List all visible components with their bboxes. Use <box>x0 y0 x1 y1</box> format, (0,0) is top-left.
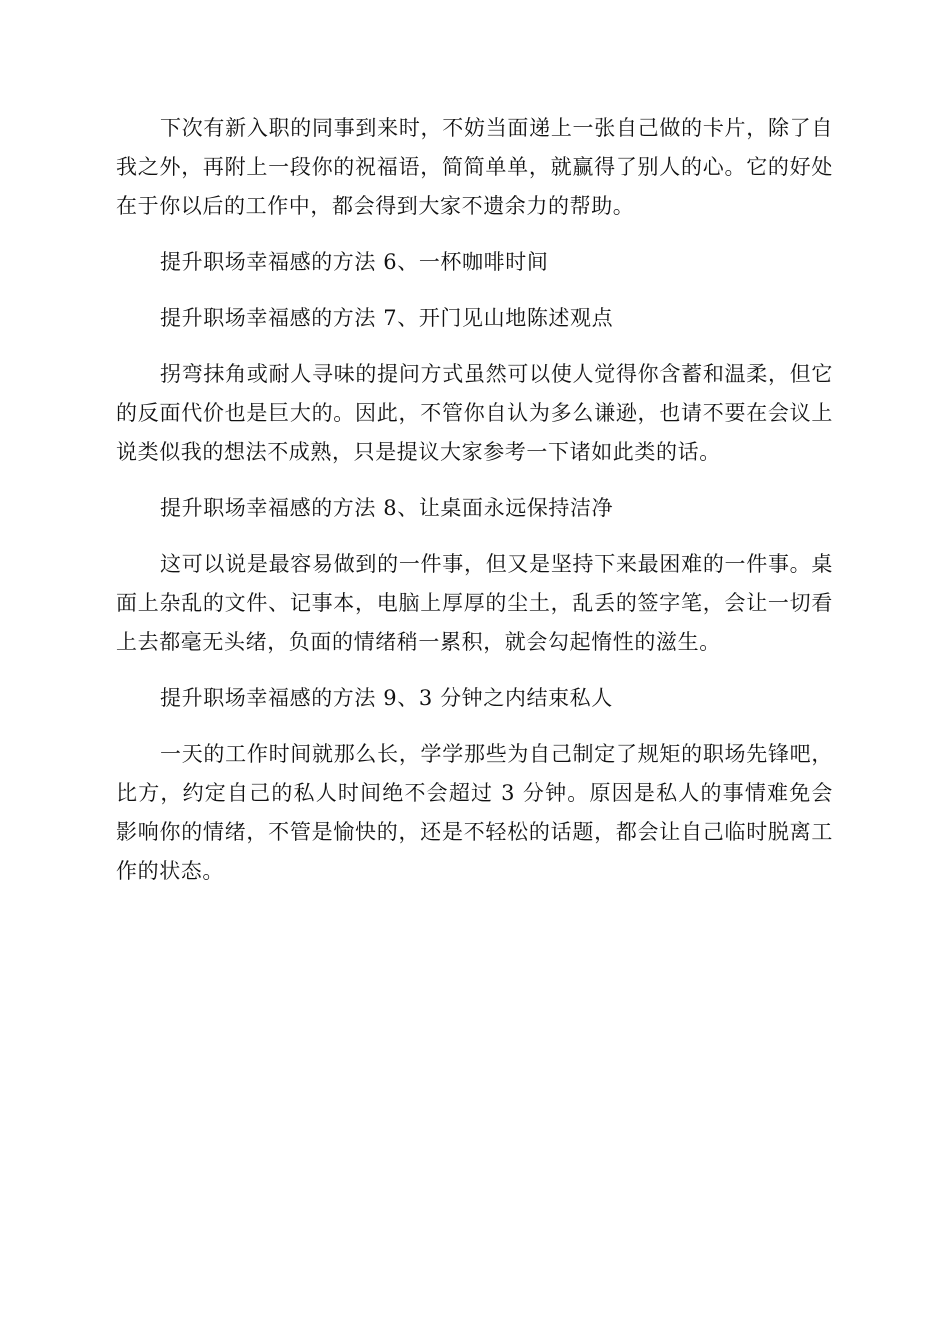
paragraph-gap <box>116 718 833 735</box>
heading-method-6: 提升职场幸福感的方法 6、一杯咖啡时间 <box>160 250 549 274</box>
heading-method-7: 提升职场幸福感的方法 7、开门见山地陈述观点 <box>160 306 614 330</box>
document-body <box>116 109 833 891</box>
paragraph-gap <box>116 528 833 545</box>
paragraph-method-7-detail: 拐弯抹角或耐人寻味的提问方式虽然可以使人觉得你含蓄和温柔，但它的反面代价也是巨大的。因此，不管你自认为多么谦逊，也请不要在会议上说类似我的想法不成熟，只是提议大家参考一下诸如此类的话。 <box>116 362 833 464</box>
paragraph-new-colleague-card: 下次有新入职的同事到来时，不妨当面递上一张自己做的卡片，除了自我之外，再附上一段你的祝福语，简简单单，就赢得了别人的心。它的好处在于你以后的工作中，都会得到大家不遗余力的帮助。 <box>116 116 833 218</box>
paragraph-method-9-detail: 一天的工作时间就那么长，学学那些为自己制定了规矩的职场先锋吧，比方，约定自己的私人时间绝不会超过 3 分钟。原因是私人的事情难免会影响你的情绪，不管是愉快的，还是不轻松的话题，都会让自己临时脱离工作的状态。 <box>116 742 833 883</box>
paragraph-gap <box>116 226 833 243</box>
paragraph-gap <box>116 472 833 489</box>
paragraph-gap <box>116 338 833 355</box>
paragraph-gap <box>116 662 833 679</box>
heading-method-9: 提升职场幸福感的方法 9、3 分钟之内结束私人 <box>160 686 613 710</box>
paragraph-method-8-detail: 这可以说是最容易做到的一件事，但又是坚持下来最困难的一件事。桌面上杂乱的文件、记事本，电脑上厚厚的尘土，乱丢的签字笔，会让一切看上去都毫无头绪，负面的情绪稍一累积，就会勾起惰性的滋生。 <box>116 552 833 654</box>
paragraph-gap <box>116 282 833 299</box>
heading-method-8: 提升职场幸福感的方法 8、让桌面永远保持洁净 <box>160 496 614 520</box>
